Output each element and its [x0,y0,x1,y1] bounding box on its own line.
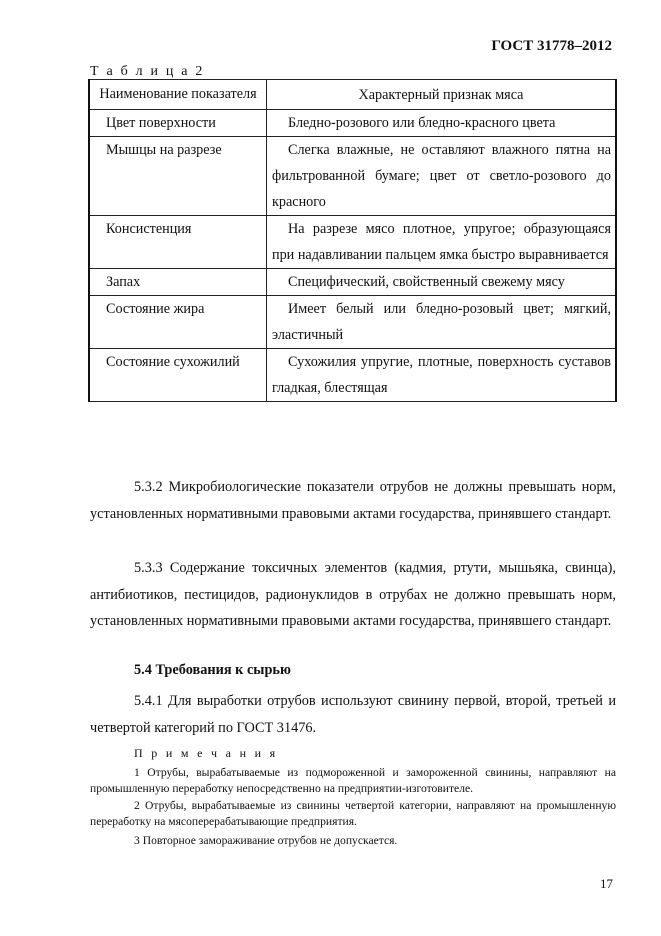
meat-characteristics-table [88,79,617,402]
note-item: 3 Повторное замораживание отрубов не допускается. [134,834,398,847]
note-item: 1 Отрубы, вырабатываемые из подмороженной и замороженной свинины, направляют на промышленную переработку непосредственно на предприятии-изготовителе. [90,766,616,796]
indicator-value: Имеет белый или бледно-розовый цвет; мягкий, эластичный [267,296,617,349]
indicator-value: Специфический, свойственный свежему мясу [267,269,617,296]
indicator-value: На разрезе мясо плотное, упругое; образующаяся при надавливании пальцем ямка быстро выравнивается [267,216,617,269]
column-header-characteristic: Характерный признак мяса [267,80,617,110]
indicator-value: Слегка влажные, не оставляют влажного пятна на фильтрованной бумаге; цвет от светло-розового до красного [267,137,617,216]
indicator-name: Цвет поверхности [89,110,267,137]
table-header-row [89,80,616,110]
indicator-name: Состояние жира [89,296,267,349]
paragraph-5-3-3: 5.3.3 Содержание токсичных элементов (кадмия, ртути, мышьяка, свинца), антибиотиков, пестицидов, радионуклидов в отрубах не должно превышать норм, установленных нормативными правовыми актами государства, принявшего стандарт. [90,560,616,629]
paragraph-5-3-2: 5.3.2 Микробиологические показатели отрубов не должны превышать норм, установленных нормативными правовыми актами государства, принявшего стандарт. [90,479,616,522]
table-row [89,349,616,402]
indicator-name: Консистенция [89,216,267,269]
note-item: 2 Отрубы, вырабатываемые из свинины четвертой категории, направляют на промышленную переработку на мясоперерабатывающие предприятия. [90,799,616,829]
page-number: 17 [600,876,613,891]
section-heading-5-4: 5.4 Требования к сырью [134,662,291,678]
indicator-value: Бледно-розового или бледно-красного цвета [267,110,617,137]
paragraph-5-4-1: 5.4.1 Для выработки отрубов используют свинину первой, второй, третьей и четвертой категорий по ГОСТ 31476. [90,693,616,736]
table-row [89,216,616,269]
notes-heading: П р и м е ч а н и я [134,746,278,760]
standard-number-header: ГОСТ 31778–2012 [491,38,612,54]
table-row [89,269,616,296]
indicator-name: Состояние сухожилий [89,349,267,402]
indicator-value: Сухожилия упругие, плотные, поверхность суставов гладкая, блестящая [267,349,617,402]
table-row [89,296,616,349]
table-row [89,110,616,137]
table-caption: Т а б л и ц а 2 [90,64,205,79]
column-header-indicator: Наименование показателя [89,80,267,110]
indicator-name: Запах [89,269,267,296]
table-row [89,137,616,216]
indicator-name: Мышцы на разрезе [89,137,267,216]
